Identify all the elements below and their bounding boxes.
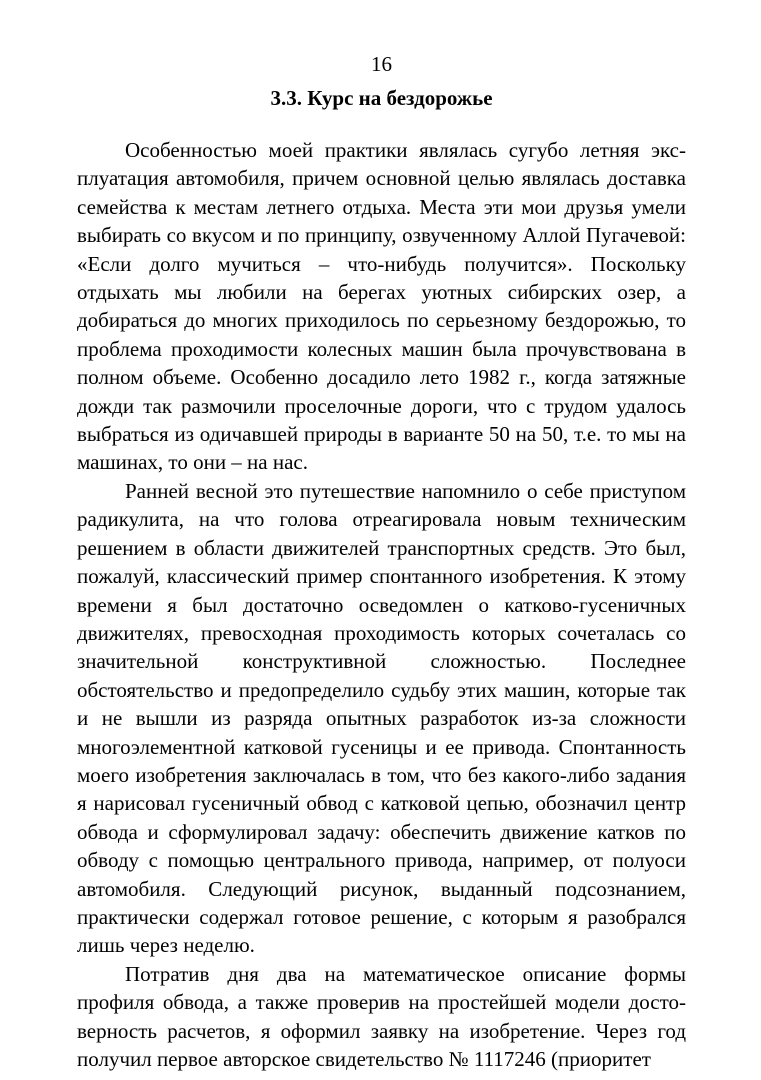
page-number: 16	[371, 52, 392, 76]
paragraph: Потратив дня два на математическое описание формы профиля обвода, а также проверив на простейшей модели достоверность расчетов, я оформил заявку на изобретение. Через год получил первое авторское свидетельство № 1117246 (приоритет	[77, 961, 686, 1071]
body-text	[77, 136, 686, 1073]
paragraph: Особенностью моей практики являлась сугубо летняя эксплуатация автомобиля, причем основной целью являлась доставка семейства к местам летнего отдыха. Места эти мои друзья умели выбирать со вкусом и по принципу, озвученному Аллой Пугачевой: «Если долго мучиться – что-нибудь получится». Поскольку отдыхать мы любили на берегах уютных сибирских озер, а добираться до многих приходилось по серьезному бездорожью, то проблема проходимости колесных машин была прочувствована в полном объеме. Особенно досадило лето 1982 г., когда затяжные дожди так размочили проселочные дороги, что с трудом удалось выбраться из одичавшей природы в варианте 50 на 50, т.е. то мы на машинах, то они – на нас.	[77, 138, 686, 475]
section-title: 3.3. Курс на бездорожье	[270, 86, 493, 110]
document-page	[77, 50, 686, 1073]
paragraph: Ранней весной это путешествие напомнило о себе приступом радикулита, на что голова отреагировала новым техническим решением в области движителей транспортных средств. Это был, пожалуй, классический пример спонтанного изобретения. К этому времени я был достаточно осведомлен о катково-гусеничных движителях, превосходная проходимость которых сочеталась со значительной конструктивной сложностью. Последнее обстоятельство и предопределило судьбу этих машин, которые так и не вышли из разряда опытных разработок из-за сложности многоэлементной катковой гусеницы и ее привода. Спонтанность моего изобретения заключалась в том, что без какого-либо задания я нарисовал гусеничный обвод с катковой цепью, обозначил центр обвода и сформулировал задачу: обеспечить движение катков по обводу с помощью центрального привода, например, от полуоси автомобиля. Следующий рисунок, выданный подсознанием, практически содержал готовое решение, с которым я разобрался лишь через неделю.	[77, 478, 686, 958]
